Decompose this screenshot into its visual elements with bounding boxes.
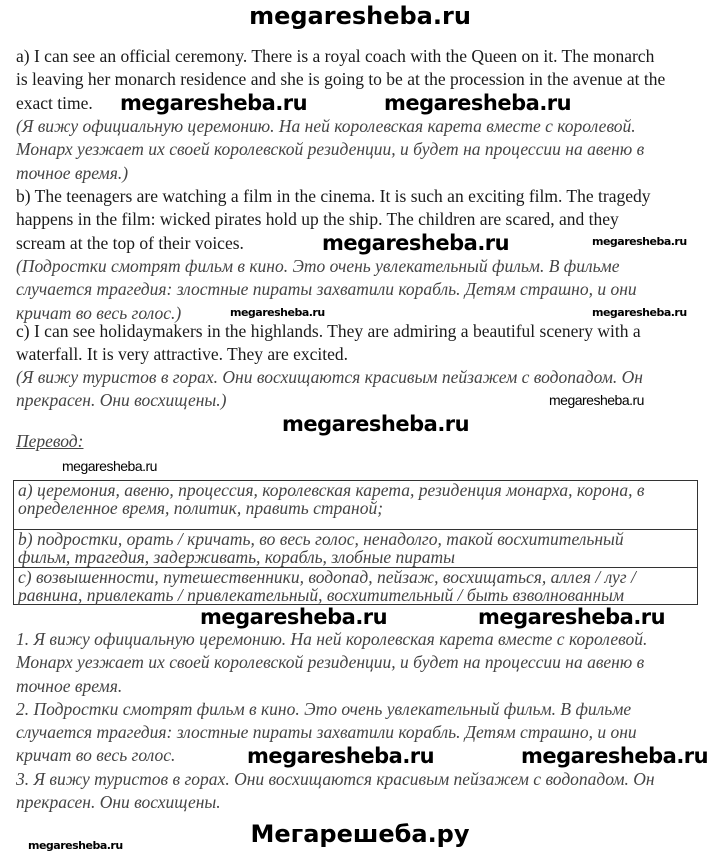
watermark: megaresheba.ru <box>592 306 687 319</box>
text-line: а) церемония, авеню, процессия, королевская карета, резиденция монарха, корона, в <box>18 480 645 500</box>
text-line: waterfall. It is very attractive. They are excited. <box>16 344 349 365</box>
text-line: scream at the top of their voices. <box>16 232 244 253</box>
watermark: megaresheba.ru <box>200 605 388 629</box>
watermark: megaresheba.ru <box>592 235 687 248</box>
text-line: фильм, трагедия, задерживать, корабль, злобные пираты <box>18 547 456 568</box>
table-row <box>14 481 698 530</box>
text-line: 3. Я вижу туристов в горах. Они восхищаются красивым пейзажем с водопадом. Он <box>16 768 655 789</box>
table-cell <box>14 481 698 530</box>
table-row <box>14 530 698 568</box>
paragraph-a-russian <box>16 115 706 185</box>
watermark: megaresheba.ru <box>247 744 435 768</box>
text-line: точное время.) <box>16 162 129 183</box>
text-line: 1. Я вижу официальную церемонию. На ней королевская карета вместе с королевой. <box>16 629 648 649</box>
footer-title: Мегарешеба.ру <box>250 820 470 848</box>
text-line: c) I can see holidaymakers in the highlands. They are admiring a beautiful scenery with a <box>16 321 641 341</box>
text-line: happens in the film: wicked pirates hold up the ship. The children are scared, and they <box>16 209 619 230</box>
watermark: megaresheba.ru <box>28 839 123 852</box>
numbered-translations <box>16 628 709 814</box>
watermark: megaresheba.ru <box>322 231 510 255</box>
text-line: b) подростки, орать / кричать, во весь голос, ненадолго, такой восхитительный <box>18 529 624 549</box>
site-title: megaresheba.ru <box>249 2 471 30</box>
text-line: b) The teenagers are watching a film in the cinema. It is such an exciting film. The tragedy <box>16 186 651 206</box>
text-line: прекрасен. Они восхищены. <box>16 792 221 813</box>
vocabulary-table <box>13 480 698 605</box>
text-line: Монарх уезжает их своей королевской резиденции, и будет на процессии на авеню в <box>16 652 645 673</box>
watermark: megaresheba.ru <box>282 412 470 436</box>
text-line: точное время. <box>16 675 123 696</box>
text-line: a) I can see an official ceremony. There is a royal coach with the Queen on it. The monarch <box>16 46 655 66</box>
text-line: определенное время, политик, править страной; <box>18 498 384 519</box>
text-line: случается трагедия: злостные пираты захватили корабль. Детям страшно, и они <box>16 722 637 743</box>
watermark: megaresheba.ru <box>478 605 666 629</box>
text-line: exact time. <box>16 92 93 113</box>
text-line: случается трагедия: злостные пираты захватили корабль. Детям страшно, и они <box>16 279 637 300</box>
paragraph-c-english <box>16 320 706 367</box>
text-line: Монарх уезжает их своей королевской резиденции, и будет на процессии на авеню в <box>16 139 645 160</box>
watermark: megaresheba.ru <box>521 744 709 768</box>
translation-heading: Перевод: <box>16 431 84 451</box>
table-cell <box>14 567 698 605</box>
table-cell <box>14 530 698 568</box>
text-line: (Я вижу туристов в горах. Они восхищаются красивым пейзажем с водопадом. Он <box>16 367 643 387</box>
text-line: 2. Подростки смотрят фильм в кино. Это очень увлекательный фильм. В фильме <box>16 698 632 719</box>
text-line: с) возвышенности, путешественники, водопад, пейзаж, восхищаться, аллея / луг / <box>18 566 636 587</box>
watermark: megaresheba.ru <box>62 458 157 474</box>
text-line: кричат во весь голос.) <box>16 302 182 323</box>
text-line: кричат во весь голос. <box>16 745 176 766</box>
text-line: равнина, привлекать / привлекательный, восхитительный / быть взволнованным <box>18 584 625 605</box>
watermark: megaresheba.ru <box>120 91 308 115</box>
text-line: (Подростки смотрят фильм в кино. Это очень увлекательный фильм. В фильме <box>16 256 620 276</box>
watermark: megaresheba.ru <box>230 306 325 319</box>
watermark: megaresheba.ru <box>549 392 644 408</box>
text-line: is leaving her monarch residence and she is going to be at the procession in the avenue at the <box>16 69 666 90</box>
watermark: megaresheba.ru <box>384 91 572 115</box>
text-line: (Я вижу официальную церемонию. На ней королевская карета вместе с королевой. <box>16 116 636 136</box>
text-line: прекрасен. Они восхищены.) <box>16 390 227 411</box>
table-row <box>14 567 698 605</box>
